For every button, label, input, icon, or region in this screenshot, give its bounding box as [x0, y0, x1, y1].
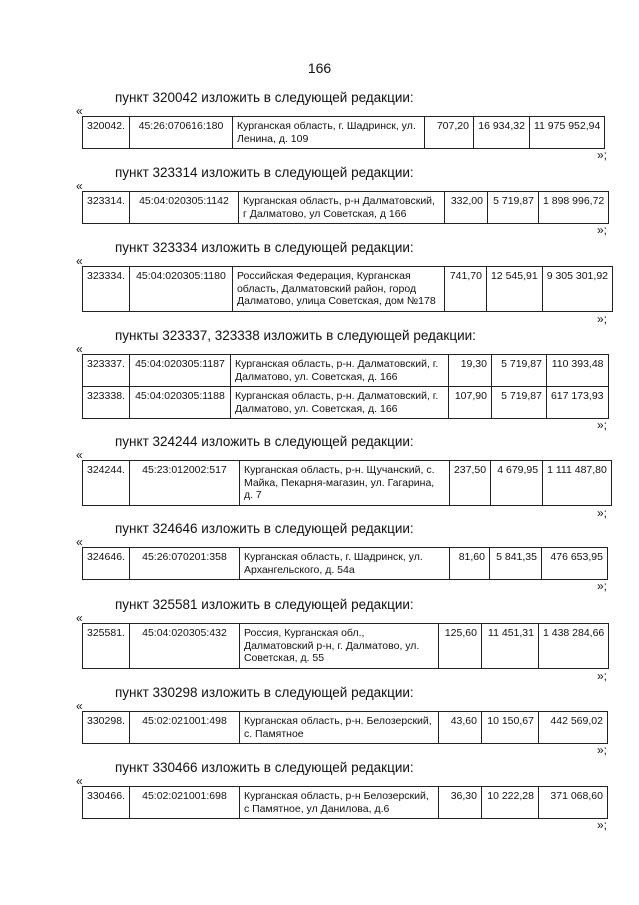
rate-value: 5 719,87	[487, 192, 538, 224]
item-number: 323338.	[83, 387, 130, 419]
amendment-instruction: пункт 320042 изложить в следующей редакции:	[115, 90, 414, 105]
table-row	[83, 355, 609, 387]
cadastral-value: 1 111 487,80	[543, 461, 612, 506]
table-row	[83, 712, 608, 744]
area-value: 81,60	[449, 548, 489, 580]
table-row	[83, 192, 609, 224]
amendment-table	[82, 786, 608, 819]
property-address: Россия, Курганская обл., Далматовский р-н, г. Далматово, ул. Советская, д. 55	[239, 624, 438, 669]
cadastral-number: 45:04:020305:432	[129, 624, 239, 669]
amendment-instruction: пункт 330466 изложить в следующей редакции:	[115, 760, 414, 775]
amendment-table	[82, 623, 609, 669]
amendment-instruction: пункт 324646 изложить в следующей редакции:	[115, 521, 414, 536]
rate-value: 5 841,35	[489, 548, 541, 580]
close-quote: »;	[597, 312, 608, 326]
property-address: Курганская область, р-н Далматовский, г Далматово, ул Советская, д 166	[238, 192, 444, 224]
cadastral-number: 45:04:020305:1142	[129, 192, 238, 224]
item-number: 323314.	[83, 192, 130, 224]
cadastral-value: 617 173,93	[546, 387, 608, 419]
cadastral-value: 110 393,48	[546, 355, 608, 387]
close-quote: »;	[597, 579, 608, 593]
table-row	[83, 267, 613, 312]
open-quote: «	[76, 254, 83, 268]
close-quote: »;	[597, 506, 608, 520]
open-quote: «	[76, 774, 83, 788]
area-value: 125,60	[438, 624, 481, 669]
table-row	[83, 461, 612, 506]
close-quote: »;	[597, 223, 608, 237]
area-value: 43,60	[438, 712, 481, 744]
open-quote: «	[76, 104, 83, 118]
cadastral-number: 45:23:012002:517	[129, 461, 239, 506]
rate-value: 5 719,87	[491, 355, 546, 387]
area-value: 107,90	[448, 387, 491, 419]
item-number: 323337.	[83, 355, 130, 387]
cadastral-value: 476 653,95	[541, 548, 607, 580]
rate-value: 5 719,87	[491, 387, 546, 419]
property-address: Курганская область, р-н. Далматовский, г. Далматово, ул. Советская, д. 166	[230, 387, 448, 419]
rate-value: 10 150,67	[481, 712, 538, 744]
area-value: 332,00	[444, 192, 487, 224]
property-address: Курганская область, р-н. Белозерский, с. Памятное	[239, 712, 438, 744]
close-quote: »;	[597, 418, 608, 432]
cadastral-value: 442 569,02	[538, 712, 607, 744]
cadastral-value: 9 305 301,92	[542, 267, 612, 312]
property-address: Курганская область, г. Шадринск, ул. Архангельского, д. 54а	[239, 548, 449, 580]
property-address: Курганская область, р-н. Щучанский, с. Майка, Пекарня-магазин, ул. Гагарина, д. 7	[239, 461, 449, 506]
amendment-instruction: пункт 323334 изложить в следующей редакции:	[115, 240, 414, 255]
item-number: 323334.	[83, 267, 130, 312]
amendment-table	[82, 266, 613, 312]
cadastral-value: 371 068,60	[538, 787, 607, 819]
table-row	[83, 117, 605, 149]
cadastral-number: 45:26:070201:358	[129, 548, 239, 580]
area-value: 237,50	[449, 461, 490, 506]
table-row	[83, 387, 609, 419]
item-number: 330298.	[83, 712, 130, 744]
amendment-table	[82, 460, 612, 506]
cadastral-number: 45:02:021001:698	[129, 787, 239, 819]
amendment-table	[82, 116, 605, 149]
amendment-table	[82, 711, 608, 744]
close-quote: »;	[597, 743, 608, 757]
item-number: 320042.	[83, 117, 130, 149]
open-quote: «	[76, 699, 83, 713]
property-address: Российская Федерация, Курганская область, Далматовский район, город Далматово, улица Советская, дом №178	[232, 267, 444, 312]
open-quote: «	[76, 448, 83, 462]
cadastral-value: 11 975 952,94	[529, 117, 604, 149]
amendment-instruction: пункт 324244 изложить в следующей редакции:	[115, 434, 414, 449]
amendment-table	[82, 191, 609, 224]
area-value: 707,20	[424, 117, 473, 149]
cadastral-number: 45:02:021001:498	[129, 712, 239, 744]
rate-value: 12 545,91	[486, 267, 542, 312]
open-quote: «	[76, 342, 83, 356]
cadastral-value: 1 898 996,72	[538, 192, 608, 224]
item-number: 330466.	[83, 787, 130, 819]
amendment-instruction: пункты 323337, 323338 изложить в следующей редакции:	[115, 328, 476, 343]
table-row	[83, 624, 609, 669]
close-quote: »;	[597, 148, 608, 162]
amendment-instruction: пункт 325581 изложить в следующей редакции:	[115, 597, 414, 612]
property-address: Курганская область, р-н Белозерский, с Памятное, ул Данилова, д.6	[239, 787, 438, 819]
rate-value: 11 451,31	[481, 624, 538, 669]
cadastral-number: 45:04:020305:1187	[129, 355, 230, 387]
item-number: 324646.	[83, 548, 130, 580]
rate-value: 10 222,28	[481, 787, 538, 819]
area-value: 741,70	[444, 267, 486, 312]
amendment-table	[82, 547, 608, 580]
open-quote: «	[76, 611, 83, 625]
cadastral-value: 1 438 284,66	[538, 624, 608, 669]
close-quote: »;	[597, 669, 608, 683]
item-number: 324244.	[83, 461, 130, 506]
close-quote: »;	[597, 818, 608, 832]
property-address: Курганская область, г. Шадринск, ул. Ленина, д. 109	[232, 117, 424, 149]
rate-value: 16 934,32	[473, 117, 529, 149]
item-number: 325581.	[83, 624, 130, 669]
amendment-instruction: пункт 323314 изложить в следующей редакции:	[115, 165, 414, 180]
table-row	[83, 787, 608, 819]
rate-value: 4 679,95	[491, 461, 543, 506]
cadastral-number: 45:26:070616:180	[129, 117, 232, 149]
open-quote: «	[76, 535, 83, 549]
page-number: 166	[307, 60, 332, 76]
cadastral-number: 45:04:020305:1188	[129, 387, 230, 419]
area-value: 19,30	[448, 355, 491, 387]
area-value: 36,30	[438, 787, 481, 819]
table-row	[83, 548, 608, 580]
property-address: Курганская область, р-н. Далматовский, г. Далматово, ул. Советская, д. 166	[230, 355, 448, 387]
amendment-table	[82, 354, 609, 419]
open-quote: «	[76, 179, 83, 193]
amendment-instruction: пункт 330298 изложить в следующей редакции:	[115, 685, 414, 700]
cadastral-number: 45:04:020305:1180	[129, 267, 232, 312]
